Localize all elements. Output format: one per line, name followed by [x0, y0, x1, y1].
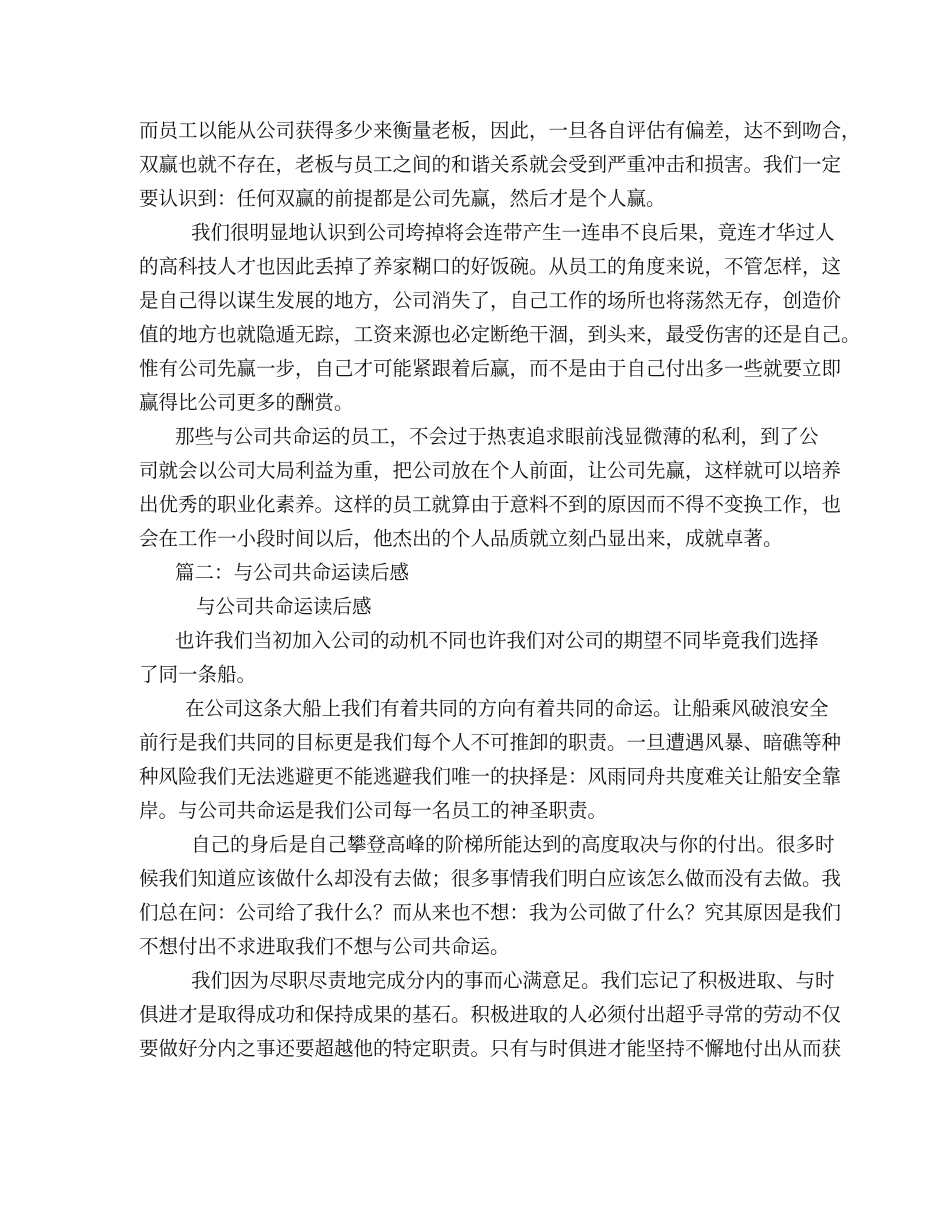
text-line: 会在工作一小段时间以后，他杰出的个人品质就立刻凸显出来，成就卓著。: [139, 527, 783, 550]
text-line: 们总在问：公司给了我什么？而从来也不想：我为公司做了什么？究其原因是我们: [139, 901, 842, 924]
text-line: 的高科技人才也因此丢掉了养家糊口的好饭碗。从员工的角度来说，不管怎样，这: [139, 255, 842, 278]
text-line: 我们很明显地认识到公司垮掉将会连带产生一连串不良后果，竟连才华过人: [191, 221, 835, 244]
text-line: 候我们知道应该做什么却没有去做；很多事情我们明白应该怎么做而没有去做。我: [139, 867, 842, 890]
text-line: 而员工以能从公司获得多少来衡量老板，因此，一旦各自评估有偏差，达不到吻合，: [139, 119, 861, 142]
text-line: 不想付出不求进取我们不想与公司共命运。: [139, 935, 510, 958]
text-line: 那些与公司共命运的员工，不会过于热衷追求眼前浅显微薄的私利，到了公: [175, 425, 819, 448]
text-line: 种风险我们无法逃避更不能逃避我们唯一的抉择是：风雨同舟共度难关让船安全靠: [139, 765, 842, 788]
text-line: 要认识到：任何双赢的前提都是公司先赢，然后才是个人赢。: [139, 187, 666, 210]
article-title: 与公司共命运读后感: [196, 595, 372, 618]
text-line: 值的地方也就隐遁无踪，工资来源也必定断绝干涸，到头来，最受伤害的还是自己。: [139, 323, 861, 346]
text-line: 司就会以公司大局利益为重，把公司放在个人前面，让公司先赢，这样就可以培养: [139, 459, 842, 482]
text-line: 在公司这条大船上我们有着共同的方向有着共同的命运。让船乘风破浪安全: [185, 697, 829, 720]
text-line: 岸。与公司共命运是我们公司每一名员工的神圣职责。: [139, 799, 608, 822]
text-line: 了同一条船。: [139, 663, 257, 686]
text-line: 俱进才是取得成功和保持成果的基石。积极进取的人必须付出超乎寻常的劳动不仅: [139, 1003, 842, 1026]
document-body: [139, 114, 861, 1066]
text-line: 也许我们当初加入公司的动机不同也许我们对公司的期望不同毕竟我们选择: [175, 629, 819, 652]
text-line: 自己的身后是自己攀登高峰的阶梯所能达到的高度取决与你的付出。很多时: [191, 833, 835, 856]
text-line: 出优秀的职业化素养。这样的员工就算由于意料不到的原因而不得不变换工作，也: [139, 493, 842, 516]
text-line: 前行是我们共同的目标更是我们每个人不可推卸的职责。一旦遭遇风暴、暗礁等种: [139, 731, 842, 754]
text-line: 双赢也就不存在，老板与员工之间的和谐关系就会受到严重冲击和损害。我们一定: [139, 153, 842, 176]
text-line: 要做好分内之事还要超越他的特定职责。只有与时俱进才能坚持不懈地付出从而获: [139, 1037, 842, 1060]
text-line: 惟有公司先赢一步，自己才可能紧跟着后赢，而不是由于自己付出多一些就要立即: [139, 357, 842, 380]
text-line: 赢得比公司更多的酬赏。: [139, 391, 354, 414]
text-line: 我们因为尽职尽责地完成分内的事而心满意足。我们忘记了积极进取、与时: [191, 969, 835, 992]
text-line: 是自己得以谋生发展的地方，公司消失了，自己工作的场所也将荡然无存，创造价: [139, 289, 842, 312]
section-heading: 篇二：与公司共命运读后感: [175, 561, 410, 584]
